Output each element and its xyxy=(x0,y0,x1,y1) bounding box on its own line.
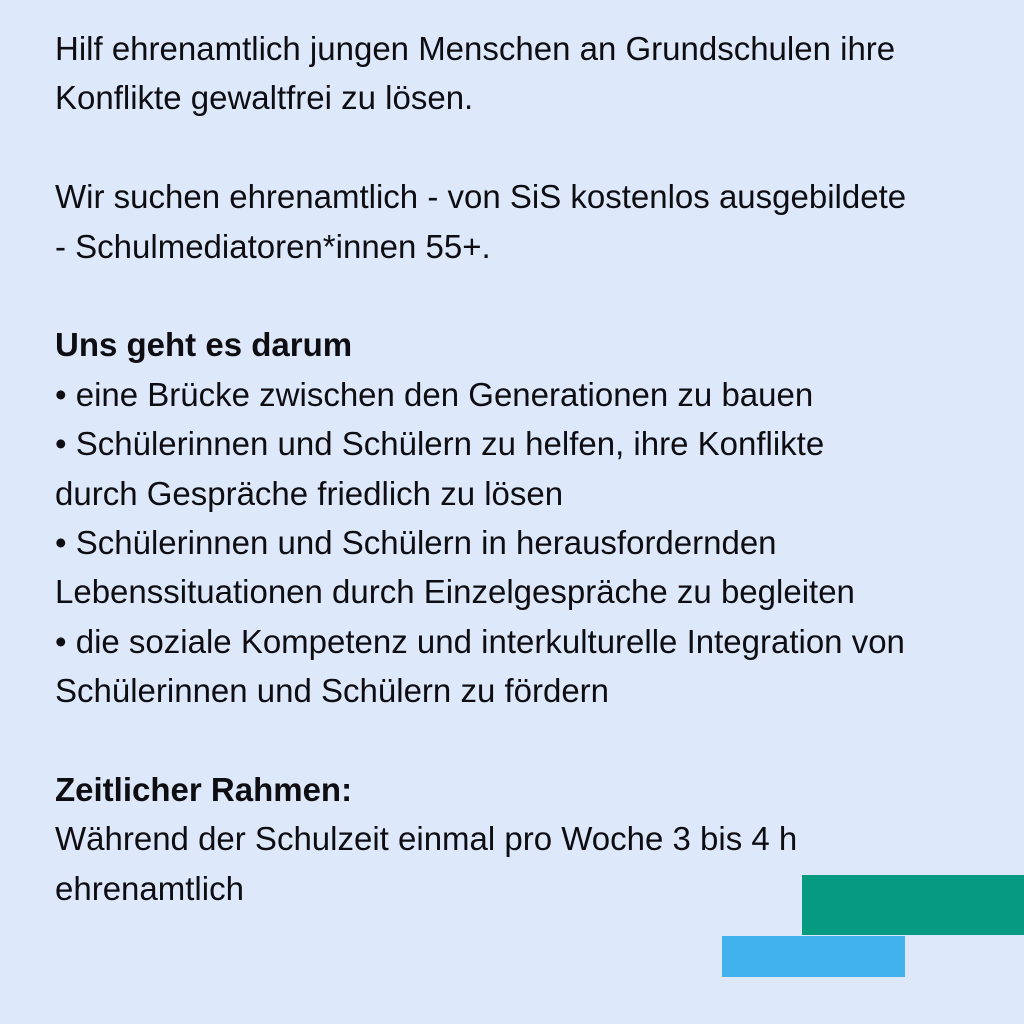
text-line: ehrenamtlich xyxy=(55,869,244,907)
green-accent-bar xyxy=(802,875,1024,935)
section-heading-goals: Uns geht es darum xyxy=(55,326,353,364)
text-line: - Schulmediatoren*innen 55+. xyxy=(55,227,491,265)
bullet-line: • eine Brücke zwischen den Generationen zu bauen xyxy=(55,375,814,413)
bullet-continuation-line: Schülerinnen und Schülern zu fördern xyxy=(55,672,610,710)
flyer-text xyxy=(55,24,1024,913)
paragraph-goals xyxy=(55,320,1024,715)
bullet-continuation-line: Lebenssituationen durch Einzelgespräche zu begleiten xyxy=(55,573,855,611)
text-line: Konflikte gewaltfrei zu lösen. xyxy=(55,79,474,117)
bullet-continuation-line: durch Gespräche friedlich zu lösen xyxy=(55,474,564,512)
paragraph-search xyxy=(55,172,1024,271)
text-line: Wir suchen ehrenamtlich - von SiS kostenlos ausgebildete xyxy=(55,178,907,216)
bullet-line: • die soziale Kompetenz und interkulturelle Integration von xyxy=(55,622,905,660)
bullet-line: • Schülerinnen und Schülern zu helfen, ihre Konflikte xyxy=(55,425,825,463)
bullet-line: • Schülerinnen und Schülern in herausfordernden xyxy=(55,524,777,562)
section-heading-timeframe: Zeitlicher Rahmen: xyxy=(55,771,353,809)
text-line: Hilf ehrenamtlich jungen Menschen an Grundschulen ihre xyxy=(55,30,896,67)
text-line: Während der Schulzeit einmal pro Woche 3 bis 4 h xyxy=(55,820,798,858)
paragraph-intro xyxy=(55,24,1024,123)
blue-accent-bar xyxy=(722,936,905,977)
